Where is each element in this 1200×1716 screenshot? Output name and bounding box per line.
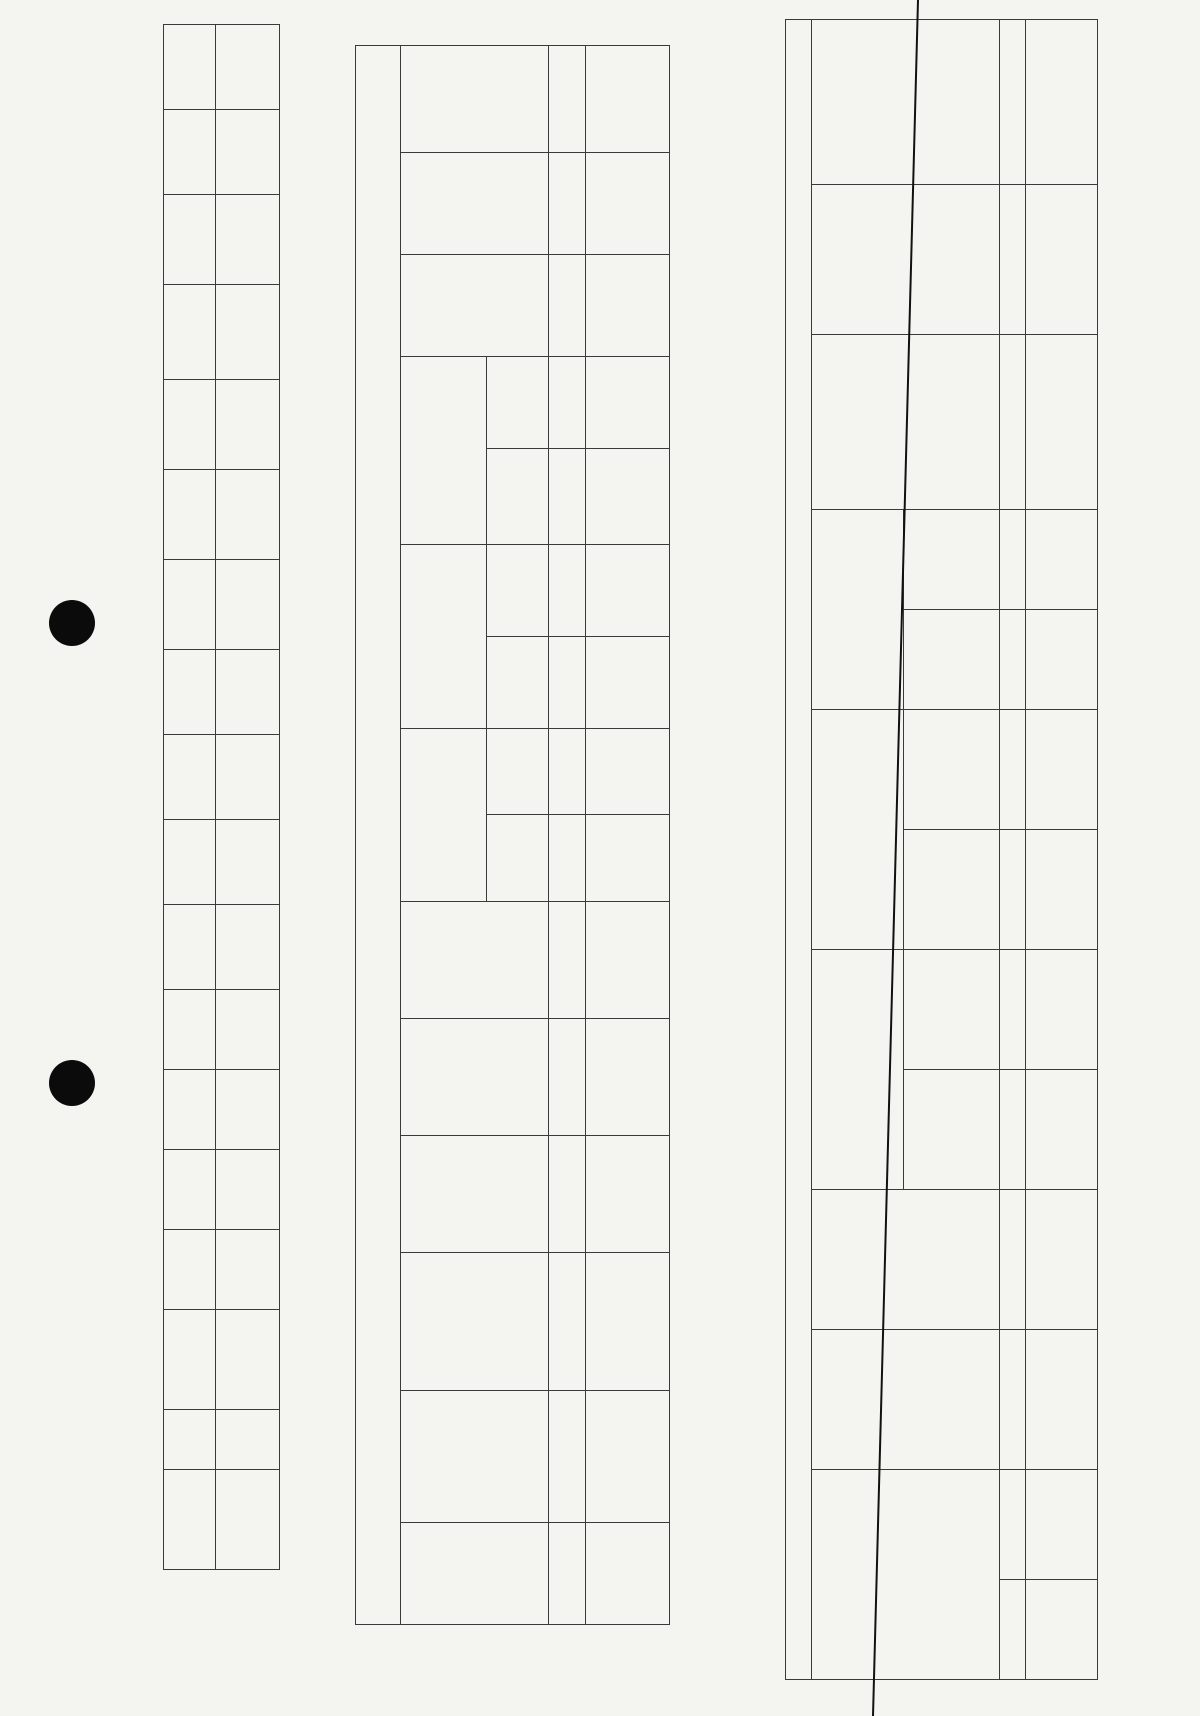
cell xyxy=(1026,1470,1098,1580)
section-3-subtitle-row xyxy=(786,19,812,1679)
col-debt-header xyxy=(401,1019,549,1136)
table-1-cell xyxy=(216,820,280,905)
row-label xyxy=(1026,1580,1098,1680)
cell xyxy=(549,357,586,449)
table-1-cell xyxy=(216,650,280,735)
table-1-cell xyxy=(216,1230,280,1310)
table-1-header-cell xyxy=(164,380,216,470)
table-1-header-cell xyxy=(164,1410,216,1470)
cell xyxy=(586,1390,670,1522)
cell xyxy=(1000,1330,1026,1470)
table-1-cell xyxy=(216,110,280,195)
cell xyxy=(586,1136,670,1253)
table-1-header-cell xyxy=(164,1150,216,1230)
col-actual-header xyxy=(812,950,904,1190)
table-1-header-cell xyxy=(164,905,216,990)
table-1-row-label xyxy=(216,1470,280,1570)
col-cash-fo-header xyxy=(401,545,487,728)
cell xyxy=(1026,510,1098,610)
table-1-cell xyxy=(216,990,280,1070)
table-1-cell xyxy=(216,195,280,285)
sub-year-header xyxy=(487,357,549,449)
cell xyxy=(1000,950,1026,1070)
cell xyxy=(1000,1580,1026,1680)
table-1-header-cell xyxy=(164,110,216,195)
table-1-header-cell xyxy=(164,285,216,380)
table-1-cell xyxy=(216,1410,280,1470)
cell xyxy=(586,545,670,637)
table-1-header-cell xyxy=(164,1470,216,1570)
table-1-data-row xyxy=(216,25,280,1570)
sub-month-header xyxy=(904,830,1000,950)
table-1-cell xyxy=(216,25,280,110)
sub-month-header xyxy=(904,610,1000,710)
table-1-header-cell xyxy=(164,1230,216,1310)
table-1-header-cell xyxy=(164,1310,216,1410)
col-subsidy-rest-header xyxy=(401,1136,549,1253)
table-1-header-cell xyxy=(164,560,216,650)
cell xyxy=(549,255,586,357)
cell xyxy=(549,637,586,729)
cell xyxy=(1000,19,1026,184)
cell xyxy=(586,815,670,902)
cell xyxy=(549,1019,586,1136)
cell xyxy=(586,357,670,449)
cell xyxy=(1026,950,1098,1070)
cell xyxy=(1026,185,1098,335)
col-cash-org-header xyxy=(812,510,904,710)
cell xyxy=(1000,830,1026,950)
table-1-header-row xyxy=(164,25,216,1570)
table-1-cell xyxy=(216,1150,280,1230)
cell xyxy=(1000,1190,1026,1330)
cell xyxy=(1026,710,1098,830)
cell xyxy=(1000,710,1026,830)
cell xyxy=(549,901,586,1018)
cell xyxy=(586,46,670,153)
sub-year-header xyxy=(904,710,1000,830)
row-label xyxy=(549,1523,586,1625)
table-1-header-cell xyxy=(164,1070,216,1150)
col-students-header xyxy=(401,1390,549,1522)
cell xyxy=(586,448,670,545)
cell xyxy=(549,815,586,902)
col-cash-fo-header xyxy=(812,710,904,950)
table-1-header-cell xyxy=(164,650,216,735)
table-1-header-cell xyxy=(164,990,216,1070)
sub-year-header xyxy=(487,545,549,637)
sub-year-header xyxy=(487,728,549,815)
cell xyxy=(1000,610,1026,710)
section-3-block xyxy=(785,19,1098,1680)
cell xyxy=(1000,510,1026,610)
cell xyxy=(586,728,670,815)
cell xyxy=(1000,335,1026,510)
col-plan-header xyxy=(812,335,1000,510)
section-3-row xyxy=(1000,19,1026,1679)
section-2-header-row xyxy=(401,46,487,1625)
cell xyxy=(1000,185,1026,335)
cell xyxy=(1026,335,1098,510)
table-1-cell xyxy=(216,470,280,560)
sub-year-header xyxy=(904,510,1000,610)
cell xyxy=(586,153,670,255)
sub-year-header xyxy=(904,950,1000,1070)
col-cash-org-header xyxy=(401,357,487,545)
table-1-cell xyxy=(216,1070,280,1150)
row-label xyxy=(586,1523,670,1625)
table-1-cell xyxy=(216,905,280,990)
table-1-cell xyxy=(216,560,280,650)
cell xyxy=(549,46,586,153)
section-2-row xyxy=(549,46,586,1625)
punch-hole xyxy=(49,1060,95,1106)
table-1-header-cell xyxy=(164,820,216,905)
col-rest-fo-header xyxy=(812,185,1000,335)
table-1-cell xyxy=(216,1310,280,1410)
cell xyxy=(549,1253,586,1391)
section-3-header-row xyxy=(812,19,904,1679)
col-debt-header xyxy=(812,1190,1000,1330)
table-1-header-cell xyxy=(164,735,216,820)
cell xyxy=(586,901,670,1018)
col-rest-org-header xyxy=(812,19,1000,184)
col-rest-org-header xyxy=(401,46,549,153)
col-rest-fo-header xyxy=(401,153,549,255)
cell xyxy=(549,1136,586,1253)
cell xyxy=(1000,1470,1026,1580)
sub-month-header xyxy=(487,815,549,902)
table-1-header-cell xyxy=(164,470,216,560)
table-1-header-cell xyxy=(164,25,216,110)
cell xyxy=(1026,1070,1098,1190)
section-3-row xyxy=(1026,19,1098,1679)
table-1-cell xyxy=(216,380,280,470)
punch-hole xyxy=(49,600,95,646)
col-products-header xyxy=(401,901,549,1018)
cell xyxy=(1000,1070,1026,1190)
cell xyxy=(586,1253,670,1391)
cell xyxy=(586,1019,670,1136)
cell xyxy=(549,1390,586,1522)
table-1-continuation xyxy=(163,24,280,1570)
sub-month-header xyxy=(487,637,549,729)
cell xyxy=(1026,830,1098,950)
col-rest-header xyxy=(812,1330,1000,1470)
cell xyxy=(549,728,586,815)
sub-month-header xyxy=(487,448,549,545)
cell xyxy=(1026,19,1098,184)
table-1-cell xyxy=(216,735,280,820)
col-count-header xyxy=(812,1470,1000,1680)
cell xyxy=(1026,1190,1098,1330)
cell xyxy=(549,448,586,545)
col-recipients-header xyxy=(401,1253,549,1391)
col-actual-header xyxy=(401,728,487,901)
table-1-header-cell xyxy=(164,195,216,285)
cell xyxy=(586,637,670,729)
cell xyxy=(1026,610,1098,710)
section-3-subtitle xyxy=(786,19,812,1679)
col-budget-header xyxy=(401,1523,549,1625)
cell xyxy=(549,153,586,255)
col-plan-header xyxy=(401,255,549,357)
section-2-row xyxy=(586,46,670,1625)
cell xyxy=(549,545,586,637)
cell xyxy=(586,255,670,357)
sub-month-header xyxy=(904,1070,1000,1190)
cell xyxy=(1026,1330,1098,1470)
table-1-cell xyxy=(216,285,280,380)
